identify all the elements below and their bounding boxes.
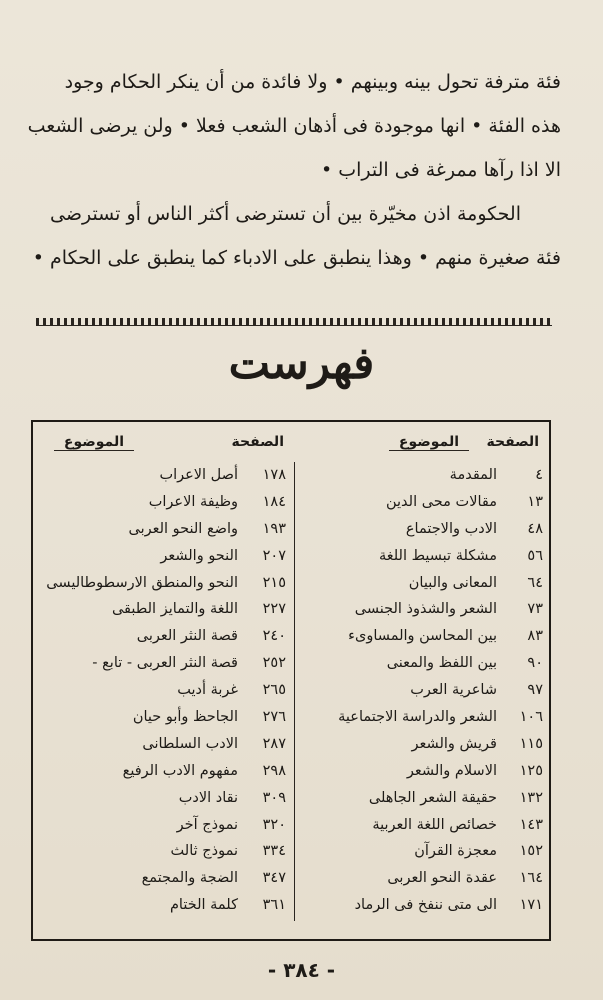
toc-topic: الشعر والشذوذ الجنسى <box>354 601 497 618</box>
toc-page-number: ١٠٦ <box>519 709 543 726</box>
toc-topic: اللغة والتمايز الطبقى <box>111 601 238 618</box>
toc-topic: حقيقة الشعر الجاهلى <box>368 789 497 806</box>
toc-row <box>302 462 543 489</box>
toc-row <box>39 865 288 892</box>
toc-row <box>302 543 543 570</box>
toc-row <box>302 650 543 677</box>
toc-page-number: ٣٤٧ <box>262 870 286 887</box>
toc-row <box>302 489 543 516</box>
paragraph-line: الحكومة اذن مخيّرة بين أن تسترضى أكثر الناس أو تسترضى <box>49 203 521 225</box>
toc-page-number: ١٨٤ <box>262 493 286 510</box>
toc-topic: بين اللفظ والمعنى <box>386 655 497 672</box>
toc-topic: كلمة الختام <box>169 897 238 914</box>
ornamental-divider <box>36 318 552 326</box>
toc-row <box>39 785 288 812</box>
toc-row <box>39 892 288 919</box>
toc-row <box>39 677 288 704</box>
toc-page-number: ٧٣ <box>527 601 543 618</box>
toc-topic: نموذج ثالث <box>170 843 238 860</box>
toc-page-number: ٢٠٧ <box>262 547 286 564</box>
header-page: الصفحة <box>231 434 284 450</box>
toc-page-number: ١٢٥ <box>519 762 543 779</box>
toc-page-number: ١٥٢ <box>519 843 543 860</box>
toc-page-number: ٢٧٦ <box>262 709 286 726</box>
toc-row <box>39 570 288 597</box>
toc-topic: نموذج آخر <box>176 816 238 833</box>
toc-page-number: ٢٨٧ <box>262 735 286 752</box>
toc-page-number: ٢٥٢ <box>262 655 286 672</box>
toc-row <box>302 677 543 704</box>
toc-row <box>302 704 543 731</box>
toc-page-number: ١٣٢ <box>519 789 543 806</box>
toc-topic: مقالات محى الدين <box>385 493 497 510</box>
paragraph-line: هذه الفئة • انها موجودة فى أذهان الشعب فعلا • ولن يرضى الشعب <box>27 115 561 137</box>
toc-topic: قصة النثر العربى - تابع - <box>92 655 238 672</box>
toc-row <box>39 731 288 758</box>
toc-row <box>39 758 288 785</box>
toc-topic: الشعر والدراسة الاجتماعية <box>338 709 497 726</box>
toc-page-number: ٢٢٧ <box>262 601 286 618</box>
toc-topic: شاعرية العرب <box>410 682 497 699</box>
toc-page-number: ٣٦١ <box>262 897 286 914</box>
toc-row <box>302 516 543 543</box>
toc-topic: وظيفة الاعراب <box>148 493 238 510</box>
toc-row <box>39 812 288 839</box>
toc-page-number: ٣٣٤ <box>262 843 286 860</box>
toc-topic: الاسلام والشعر <box>406 762 497 779</box>
toc-row <box>39 543 288 570</box>
toc-page-number: ١٤٣ <box>519 816 543 833</box>
toc-topic: الجاحظ وأبو حيان <box>132 709 238 726</box>
toc-page-number: ٣٢٠ <box>262 816 286 833</box>
toc-topic: بين المحاسن والمساوىء <box>348 628 497 645</box>
toc-page-number: ٦٤ <box>527 574 543 591</box>
toc-rows <box>302 462 543 919</box>
paragraph-line: فئة صغيرة منهم • وهذا ينطبق على الادباء كما ينطبق على الحكام • <box>32 247 561 269</box>
toc-topic: المعانى والبيان <box>408 574 497 591</box>
toc-row <box>302 596 543 623</box>
toc-topic: نقاد الادب <box>178 789 238 806</box>
toc-topic: قريش والشعر <box>411 735 497 752</box>
header-page: الصفحة <box>486 434 539 450</box>
toc-topic: معجزة القرآن <box>414 843 497 860</box>
toc-row <box>39 489 288 516</box>
toc-left-column <box>33 422 294 939</box>
toc-page-number: ٨٣ <box>527 628 543 645</box>
toc-row <box>302 623 543 650</box>
toc-page-number: ١١٥ <box>519 735 543 752</box>
toc-row <box>39 623 288 650</box>
toc-page-number: ٤ <box>535 467 543 483</box>
toc-page-number: ٥٦ <box>527 547 543 564</box>
header-topic: الموضوع <box>54 434 134 451</box>
toc-topic: مفهوم الادب الرفيع <box>122 762 238 779</box>
toc-page-number: ٤٨ <box>527 520 543 537</box>
toc-page-number: ٣٠٩ <box>262 789 286 806</box>
toc-topic: واضع النحو العربى <box>128 520 238 537</box>
toc-page-number: ٢٤٠ <box>262 628 286 645</box>
toc-row <box>39 596 288 623</box>
toc-page-number: ٢٦٥ <box>262 682 286 699</box>
header-topic: الموضوع <box>389 434 469 451</box>
toc-topic: الضجة والمجتمع <box>141 870 238 887</box>
toc-header <box>306 434 539 456</box>
toc-page-number: ١٣ <box>527 493 543 510</box>
toc-row <box>302 731 543 758</box>
closing-paragraph <box>22 60 561 280</box>
toc-row <box>302 570 543 597</box>
toc-row <box>39 516 288 543</box>
toc-topic: النحو والمنطق الارسطوطاليسى <box>46 574 238 591</box>
toc-row <box>39 838 288 865</box>
toc-page-number: ٢٩٨ <box>262 762 286 779</box>
toc-topic: الادب السلطانى <box>142 735 238 752</box>
toc-page-number: ٩٧ <box>527 682 543 699</box>
page-number: - ٣٨٤ - <box>267 958 336 982</box>
toc-topic: النحو والشعر <box>160 547 238 564</box>
toc-page-number: ١٩٣ <box>262 520 286 537</box>
toc-row <box>302 892 543 919</box>
toc-topic: المقدمة <box>449 467 497 483</box>
toc-page-number: ١٧٨ <box>262 467 286 483</box>
toc-row <box>39 462 288 489</box>
toc-row <box>302 812 543 839</box>
toc-topic: أصل الاعراب <box>159 467 238 483</box>
toc-row <box>302 758 543 785</box>
toc-topic: مشكلة تبسيط اللغة <box>378 547 497 564</box>
toc-page-number: ١٦٤ <box>519 870 543 887</box>
toc-row <box>39 704 288 731</box>
toc-row <box>39 650 288 677</box>
toc-topic: غربة أديب <box>177 682 238 699</box>
toc-page-number: ٩٠ <box>527 655 543 672</box>
toc-row <box>302 865 543 892</box>
paragraph-line: الا اذا رآها ممرغة فى التراب • <box>321 159 561 181</box>
toc-page-number: ٢١٥ <box>262 574 286 591</box>
toc-header <box>43 434 284 456</box>
toc-page-number: ١٧١ <box>519 897 543 914</box>
toc-topic: الى متى ننفخ فى الرماد <box>354 897 497 914</box>
toc-rows <box>39 462 288 919</box>
toc-row <box>302 785 543 812</box>
toc-topic: قصة النثر العربى <box>136 628 238 645</box>
toc-topic: خصائص اللغة العربية <box>372 816 497 833</box>
table-of-contents <box>31 420 551 941</box>
toc-row <box>302 838 543 865</box>
index-title: فهرست <box>228 338 375 389</box>
column-separator <box>294 462 295 921</box>
toc-topic: عقدة النحو العربى <box>387 870 497 887</box>
toc-right-column <box>296 422 549 939</box>
paragraph-line: فئة مترفة تحول بينه وبينهم • ولا فائدة من أن ينكر الحكام وجود <box>64 71 561 93</box>
toc-topic: الادب والاجتماع <box>405 520 497 537</box>
